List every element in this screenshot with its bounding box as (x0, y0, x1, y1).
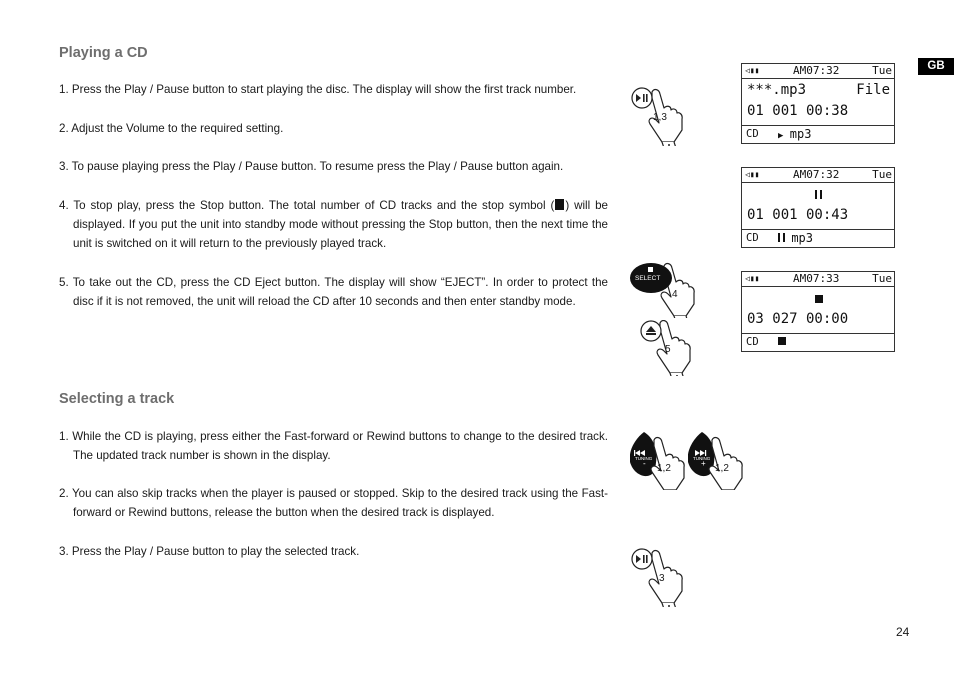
fast-forward-button-illustration (688, 432, 748, 490)
playing-step-3: 3. To pause playing press the Play / Pause button. To resume press the Play / Pause button again. (59, 160, 564, 173)
select-stop-icon (630, 262, 700, 318)
display-time: AM07:32 (793, 168, 840, 181)
lcd-display-playing (741, 63, 895, 144)
display-day: Tue (872, 64, 892, 77)
tuning-label-rewind: TUNING (635, 456, 653, 461)
display-source: CD (746, 128, 759, 140)
stop-icon (778, 337, 786, 345)
display-day: Tue (872, 272, 892, 285)
display-time: AM07:33 (793, 272, 840, 285)
play-pause-button-illustration-2 (630, 547, 690, 607)
signal-icon: ◁▮▮ (745, 274, 760, 283)
hand-label-play-2: 3 (659, 573, 665, 584)
play-pause-button-illustration (630, 86, 690, 146)
select-stop-button-illustration (630, 262, 700, 318)
display-mode: File (856, 82, 890, 98)
hand-label-eject: 5 (665, 344, 671, 355)
display-day: Tue (872, 168, 892, 181)
signal-icon: ◁▮▮ (745, 170, 760, 179)
display-track-info: 03 027 00:00 (747, 311, 849, 327)
playing-step-5: 5. To take out the CD, press the CD Eject button. The display will show “EJECT”. In order to protect the disc if it is not removed, the unit will reload the CD after 10 seconds and then enter standby mode. (59, 276, 608, 308)
playing-step-4 (59, 196, 608, 253)
rewind-button-illustration (630, 432, 690, 490)
pause-icon (815, 190, 822, 199)
selecting-step-3: 3. Press the Play / Pause button to play the selected track. (59, 545, 360, 558)
display-source: CD (746, 336, 759, 348)
fast-forward-icon (688, 432, 748, 490)
rewind-minus-label: - (643, 459, 646, 468)
heading-playing-cd: Playing a CD (59, 45, 148, 61)
signal-icon: ◁▮▮ (745, 66, 760, 75)
pause-icon (778, 233, 785, 242)
display-source: CD (746, 232, 759, 244)
display-track-info: 01 001 00:43 (747, 207, 849, 223)
display-filename: ***.mp3 (747, 82, 807, 98)
display-format: mp3 (791, 231, 814, 245)
display-format: mp3 (789, 127, 812, 141)
step-4-text-a: 4. To stop play, press the Stop button. The total number of CD tracks and the stop symbol ( (59, 199, 555, 212)
hand-label-play-1: 1,3 (653, 112, 667, 123)
hand-label-rewind: 1,2 (657, 463, 671, 474)
heading-selecting-track: Selecting a track (59, 391, 175, 407)
eject-button-illustration (640, 320, 700, 376)
lcd-display-stopped (741, 271, 895, 352)
play-icon: ▶ (778, 131, 784, 141)
selecting-step-2: 2. You can also skip tracks when the player is paused or stopped. Skip to the desired track using the Fast-forward or Rewind buttons, release the button when the desired track is displayed. (59, 487, 608, 519)
playing-step-1: 1. Press the Play / Pause button to start playing the disc. The display will show the first track number. (59, 83, 577, 96)
hand-label-forward: 1,2 (715, 463, 729, 474)
forward-plus-label: + (701, 459, 706, 468)
display-track-info: 01 001 00:38 (747, 103, 849, 119)
lcd-display-paused (741, 167, 895, 248)
language-tab: GB (918, 58, 954, 75)
step-4-text-b: ) will be displayed. If you put the unit into standby mode without pressing the Stop button, then the next time the unit is switched on it will return to the previously played track. (73, 199, 608, 250)
stop-icon (815, 295, 823, 303)
tuning-label-forward: TUNING (693, 456, 711, 461)
rewind-icon (630, 432, 690, 490)
stop-symbol-icon (555, 199, 564, 210)
display-time: AM07:32 (793, 64, 840, 77)
hand-label-select: 4 (672, 289, 678, 300)
selecting-step-1: 1. While the CD is playing, press either the Fast-forward or Rewind buttons to change to the desired track. The updated track number is shown in the display. (59, 430, 608, 462)
page-number: 24 (896, 625, 910, 639)
select-label: SELECT (635, 275, 661, 282)
playing-step-2: 2. Adjust the Volume to the required setting. (59, 122, 284, 135)
